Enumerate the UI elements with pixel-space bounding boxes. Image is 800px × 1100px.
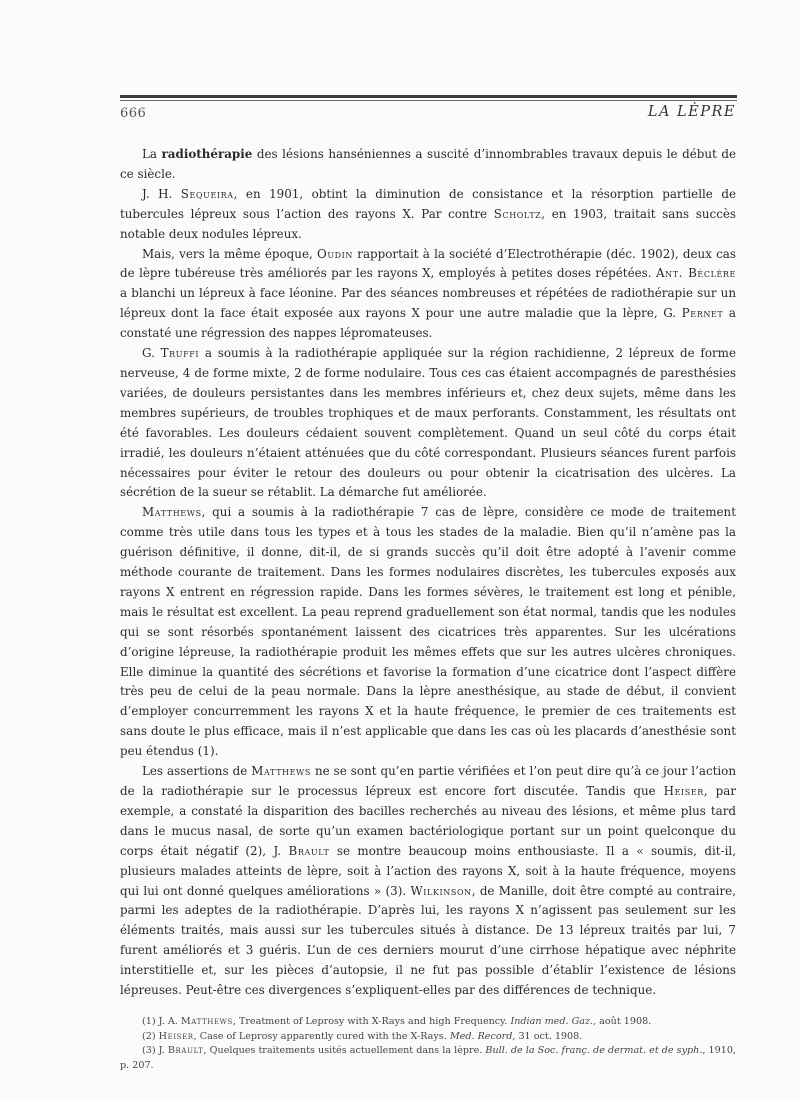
author-name: Wilkinson: [410, 883, 472, 898]
journal-title: Bull. de la Soc. franç. de dermat. et de syph.: [485, 1045, 703, 1056]
running-title: LA LÈPRE: [647, 104, 736, 120]
author-name: Brault: [167, 1045, 204, 1056]
author-name: Matthews: [180, 1016, 233, 1027]
body-text: [120, 145, 736, 1001]
bold-term: radiothérapie: [161, 147, 253, 161]
paragraph-2: J. H. Sequeira, en 1901, obtint la diminution de consistance et la résorption partielle de tubercules lépreux sous l’action des rayons X. Par contre Scholtz, en 1903, traitait sans succès notable deux nodules lépreux.: [120, 186, 737, 241]
footnotes: [120, 1015, 736, 1073]
author-name: Brault: [288, 843, 330, 858]
paragraph-5: Matthews, qui a soumis à la radiothérapie 7 cas de lèpre, considère ce mode de traitement comme très utile dans tous les types et à tous les stades de la maladie. Bien qu’il n’amène pas la guérison définitive, il donne, dit-il, de si grands succès qu’il doit être adopté à l’avenir comme méthode courante de traitement. Dans les formes nodulaires discrètes, les tubercules exposés aux rayons X entrent en régression rapide. Dans les formes sévères, le traitement est long et pénible, mais le résultat est excellent. La peau reprend graduellement son état normal, tandis que les nodules qui se sont résorbés spontanément laissent des cicatrices très apparentes. Sur les ulcérations d’origine lépreuse, la radiothérapie produit les mêmes effets que sur les autres ulcères chroniques. Elle diminue la quantité des sécrétions et favorise la formation d’une cicatrice dont l’aspect diffère très peu de celui de la peau normale. Dans la lèpre anesthésique, au stade de début, il convient d’employer concurremment les rayons X et la haute fréquence, le premier de ces traitements est sans doute le plus efficace, mais il n’est applicable que dans les cas où les placards d’anesthésie sont peu étendus (1).: [120, 505, 736, 759]
author-name: Oudin: [316, 246, 354, 261]
paragraph-6: Les assertions de Matthews ne se sont qu’en partie vérifiées et l’on peut dire qu’à ce jour l’action de la radiothérapie sur le processus lépreux est encore fort discutée. Tandis que Heiser, par exemple, a constaté la disparition des bacilles recherchés au niveau des lésions, et même plus tard dans le mucus nasal, de sorte qu’un examen bactériologique portant sur un point quelconque du corps était négatif (2), J. Brault se montre beaucoup moins enthousiaste. Il a « soumis, dit-il, plusieurs malades atteints de lèpre, soit à l’action des rayons X, soit à la haute fréquence, moyens qui lui ont donné quelques améliorations » (3). Wilkinson, de Manille, doit être compté au contraire, parmi les adeptes de la radiothérapie. D’après lui, les rayons X n’agissent pas seulement sur les éléments traités, mais aussi sur les tubercules situés à distance. De 13 lépreux traités par lui, 7 furent améliorés et 3 guéris. L’un de ces derniers mourut d’une cirrhose hépatique avec néphrite interstitielle et, sur les pièces d’autopsie, il ne fut pas possible d’établir l’existence de lésions lépreuses. Peut-être ces divergences s’expliquent-elles par des différences de technique.: [120, 764, 736, 998]
journal-title: Indian med. Gaz.: [510, 1016, 594, 1027]
footnote-1: (1) J. A. Matthews, Treatment of Leprosy with X-Rays and high Frequency. Indian med. Gaz., août 1908.: [142, 1016, 652, 1027]
header-rule-thin: [120, 100, 737, 101]
author-name: Heiser: [663, 784, 704, 798]
author-name: Truffi: [160, 346, 200, 361]
footnote-3: (3) J. Brault, Quelques traitements usités actuellement dans la lèpre. Bull. de la Soc. franç. de dermat. et de syph., 1910, p. 207.: [120, 1045, 736, 1071]
paragraph-4: G. Truffi a soumis à la radiothérapie appliquée sur la région rachidienne, 2 lépreux de forme nerveuse, 4 de forme mixte, 2 de forme nodulaire. Tous ces cas étaient accompagnés de paresthésies variées, de douleurs persistantes dans les membres inférieurs et, chez deux sujets, même dans les membres supérieurs, de troubles trophiques et de maux perforants. Constamment, les résultats ont été favorables. Les douleurs cédaient souvent complètement. Quand un seul côté du corps était irradié, les douleurs n’étaient atténuées que du côté correspondant. Plusieurs séances furent parfois nécessaires pour éviter le retour des douleurs ou pour obtenir la cicatrisation des ulcères. La sécrétion de la sueur se rétablit. La démarche fut améliorée.: [120, 346, 736, 500]
author-name: Sequeira: [180, 186, 234, 201]
author-name: Ant. Béclère: [655, 266, 736, 281]
author-name: Scholtz: [493, 206, 542, 221]
journal-title: Med. Record: [449, 1030, 513, 1042]
footnote-2: (2) Heiser, Case of Leprosy apparently cured with the X-Rays. Med. Record, 31 oct. 1908.: [142, 1030, 583, 1042]
header-rule-thick: [120, 95, 737, 98]
author-name: Heiser: [158, 1030, 194, 1042]
page-number: 666: [120, 106, 147, 121]
author-name: Matthews: [142, 505, 202, 520]
author-name: Pernet: [681, 306, 724, 321]
paragraph-1: La radiothérapie des lésions hanséniennes a suscité d’innombrables travaux depuis le début de ce siècle.: [120, 147, 736, 181]
author-name: Matthews: [251, 764, 311, 779]
paragraph-3: Mais, vers la même époque, Oudin rapportait à la société d’Electrothérapie (déc. 1902), deux cas de lèpre tubéreuse très améliorés par les rayons X, employés à petites doses répétées. Ant. Béclère a blanchi un lépreux à face léonine. Par des séances nombreuses et répétées de radiothérapie sur un lépreux dont la face était exposée aux rayons X pour une autre maladie que la lèpre, G. Pernet a constaté une régression des nappes lépromateuses.: [120, 246, 736, 341]
